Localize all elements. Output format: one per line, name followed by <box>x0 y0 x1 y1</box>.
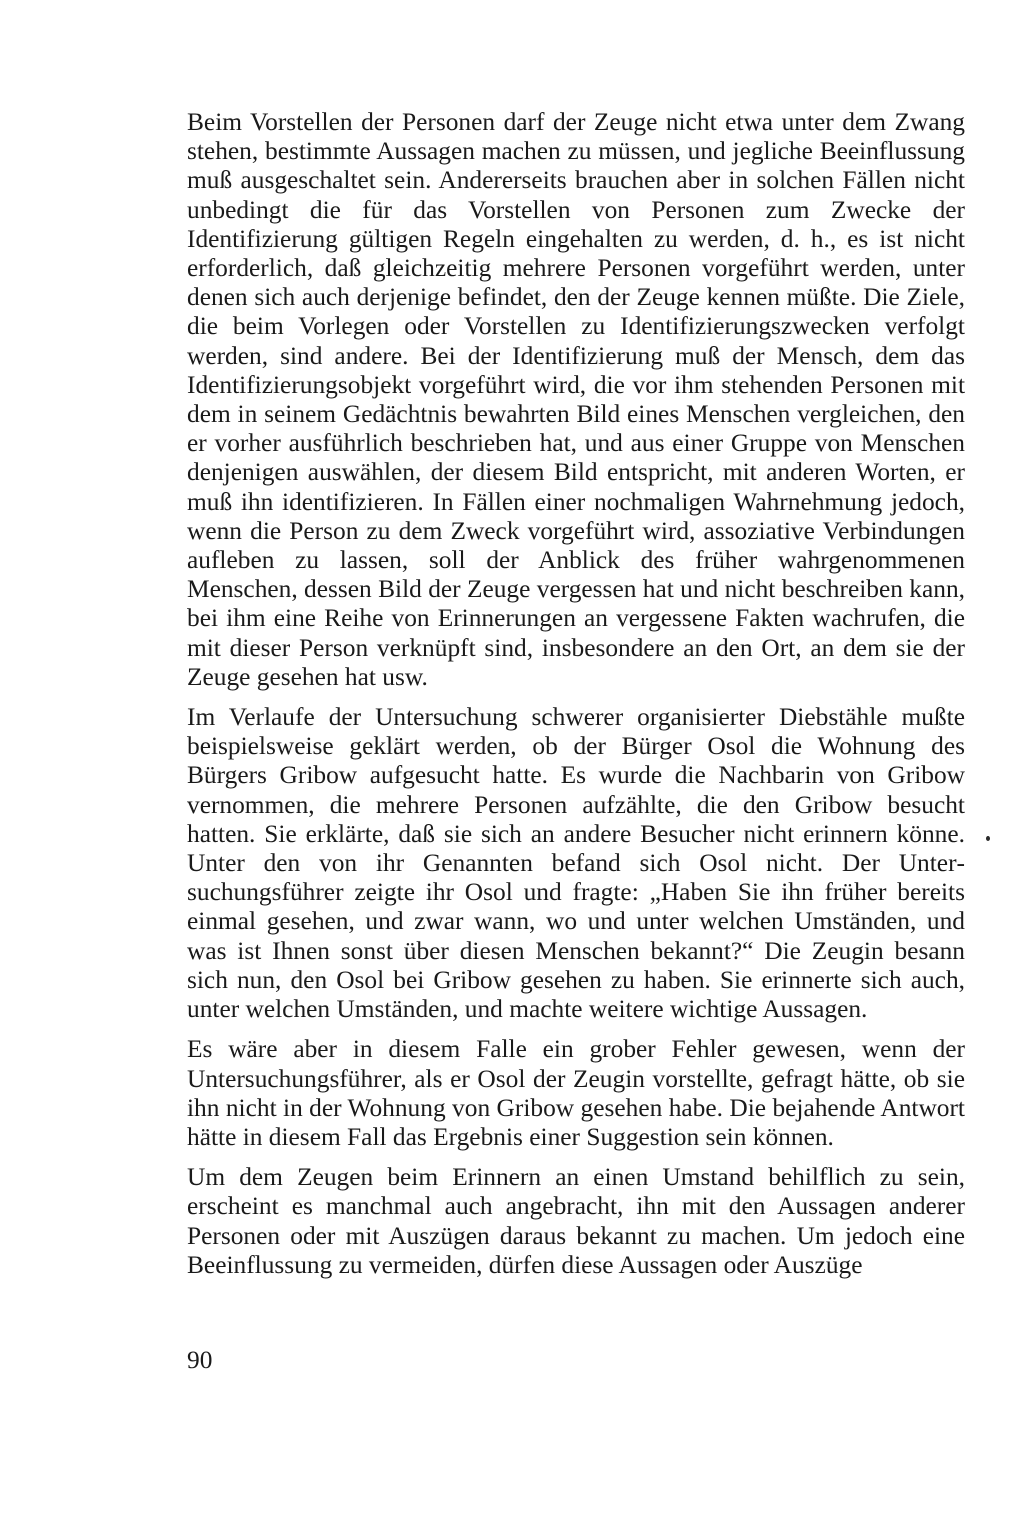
page-number: 90 <box>187 1346 213 1374</box>
paragraph-2: Im Verlaufe der Untersuchung schwerer organisierter Diebstähle mußte beispielsweise geklärt werden, ob der Bürger Osol die Wohnung des Bürgers Gribow aufgesucht hatte. Es wurde die Nachbarin von Gribow vernommen, die mehrere Personen aufzählte, die den Gribow besucht hatten. Sie erklärte, daß sie sich an andere Besucher nicht erinnern könne. Unter den von ihr Genannten befand sich Osol nicht. Der Untersuchungsführer zeigte ihr Osol und fragte: „Haben Sie ihn früher bereits einmal gesehen, und zwar wann, wo und unter welchen Umständen, und was ist Ihnen sonst über diesen Menschen bekannt?“ Die Zeugin besann sich nun, den Osol bei Gribow gesehen zu haben. Sie erinnerte sich auch, unter welchen Umständen, und machte weitere wichtige Aussagen. <box>187 703 965 1024</box>
paragraph-4: Um dem Zeugen beim Erinnern an einen Umstand behilflich zu sein, erscheint es manchmal auch angebracht, ihn mit den Aussagen anderer Personen oder mit Auszügen daraus bekannt zu machen. Um jedoch eine Beeinflussung zu vermeiden, dürfen diese Aussagen oder Auszüge <box>187 1163 965 1279</box>
ink-speck <box>986 836 990 841</box>
body-text <box>187 108 965 1280</box>
paragraph-1: Beim Vorstellen der Personen darf der Zeuge nicht etwa unter dem Zwang stehen, bestimmte Aussagen machen zu müssen, und jegliche Beeinflussung muß ausgeschaltet sein. Andererseits brauchen aber in solchen Fällen nicht unbedingt die für das Vorstellen von Personen zum Zwecke der Identifizierung gültigen Regeln eingehalten zu werden, d. h., es ist nicht erforderlich, daß gleichzeitig mehrere Personen vorgeführt werden, unter denen sich auch derjenige befindet, den der Zeuge kennen müßte. Die Ziele, die beim Vorlegen oder Vorstellen zu Identifizierungszwecken verfolgt werden, sind andere. Bei der Identifizierung muß der Mensch, dem das Identifizierungsobjekt vorgeführt wird, die vor ihm stehenden Personen mit dem in seinem Gedächtnis bewahrten Bild eines Menschen vergleichen, den er vorher ausführlich beschrieben hat, und aus einer Gruppe von Menschen denjenigen auswählen, der diesem Bild entspricht, mit anderen Worten, er muß ihn identifizieren. In Fällen einer nochmaligen Wahrnehmung jedoch, wenn die Person zu dem Zweck vorgeführt wird, assoziative Verbindungen aufleben zu lassen, soll der Anblick des früher wahrgenommenen Menschen, dessen Bild der Zeuge vergessen hat und nicht beschreiben kann, bei ihm eine Reihe von Erinnerungen an vergessene Fakten wachrufen, die mit dieser Person verknüpft sind, insbesondere an den Ort, an dem sie der Zeuge gesehen hat usw. <box>187 108 965 691</box>
paragraph-3: Es wäre aber in diesem Falle ein grober Fehler gewesen, wenn der Untersuchungsführer, als er Osol der Zeugin vorstellte, gefragt hätte, ob sie ihn nicht in der Wohnung von Gribow gesehen habe. Die bejahende Antwort hätte in diesem Fall das Ergebnis einer Suggestion sein können. <box>187 1035 965 1151</box>
